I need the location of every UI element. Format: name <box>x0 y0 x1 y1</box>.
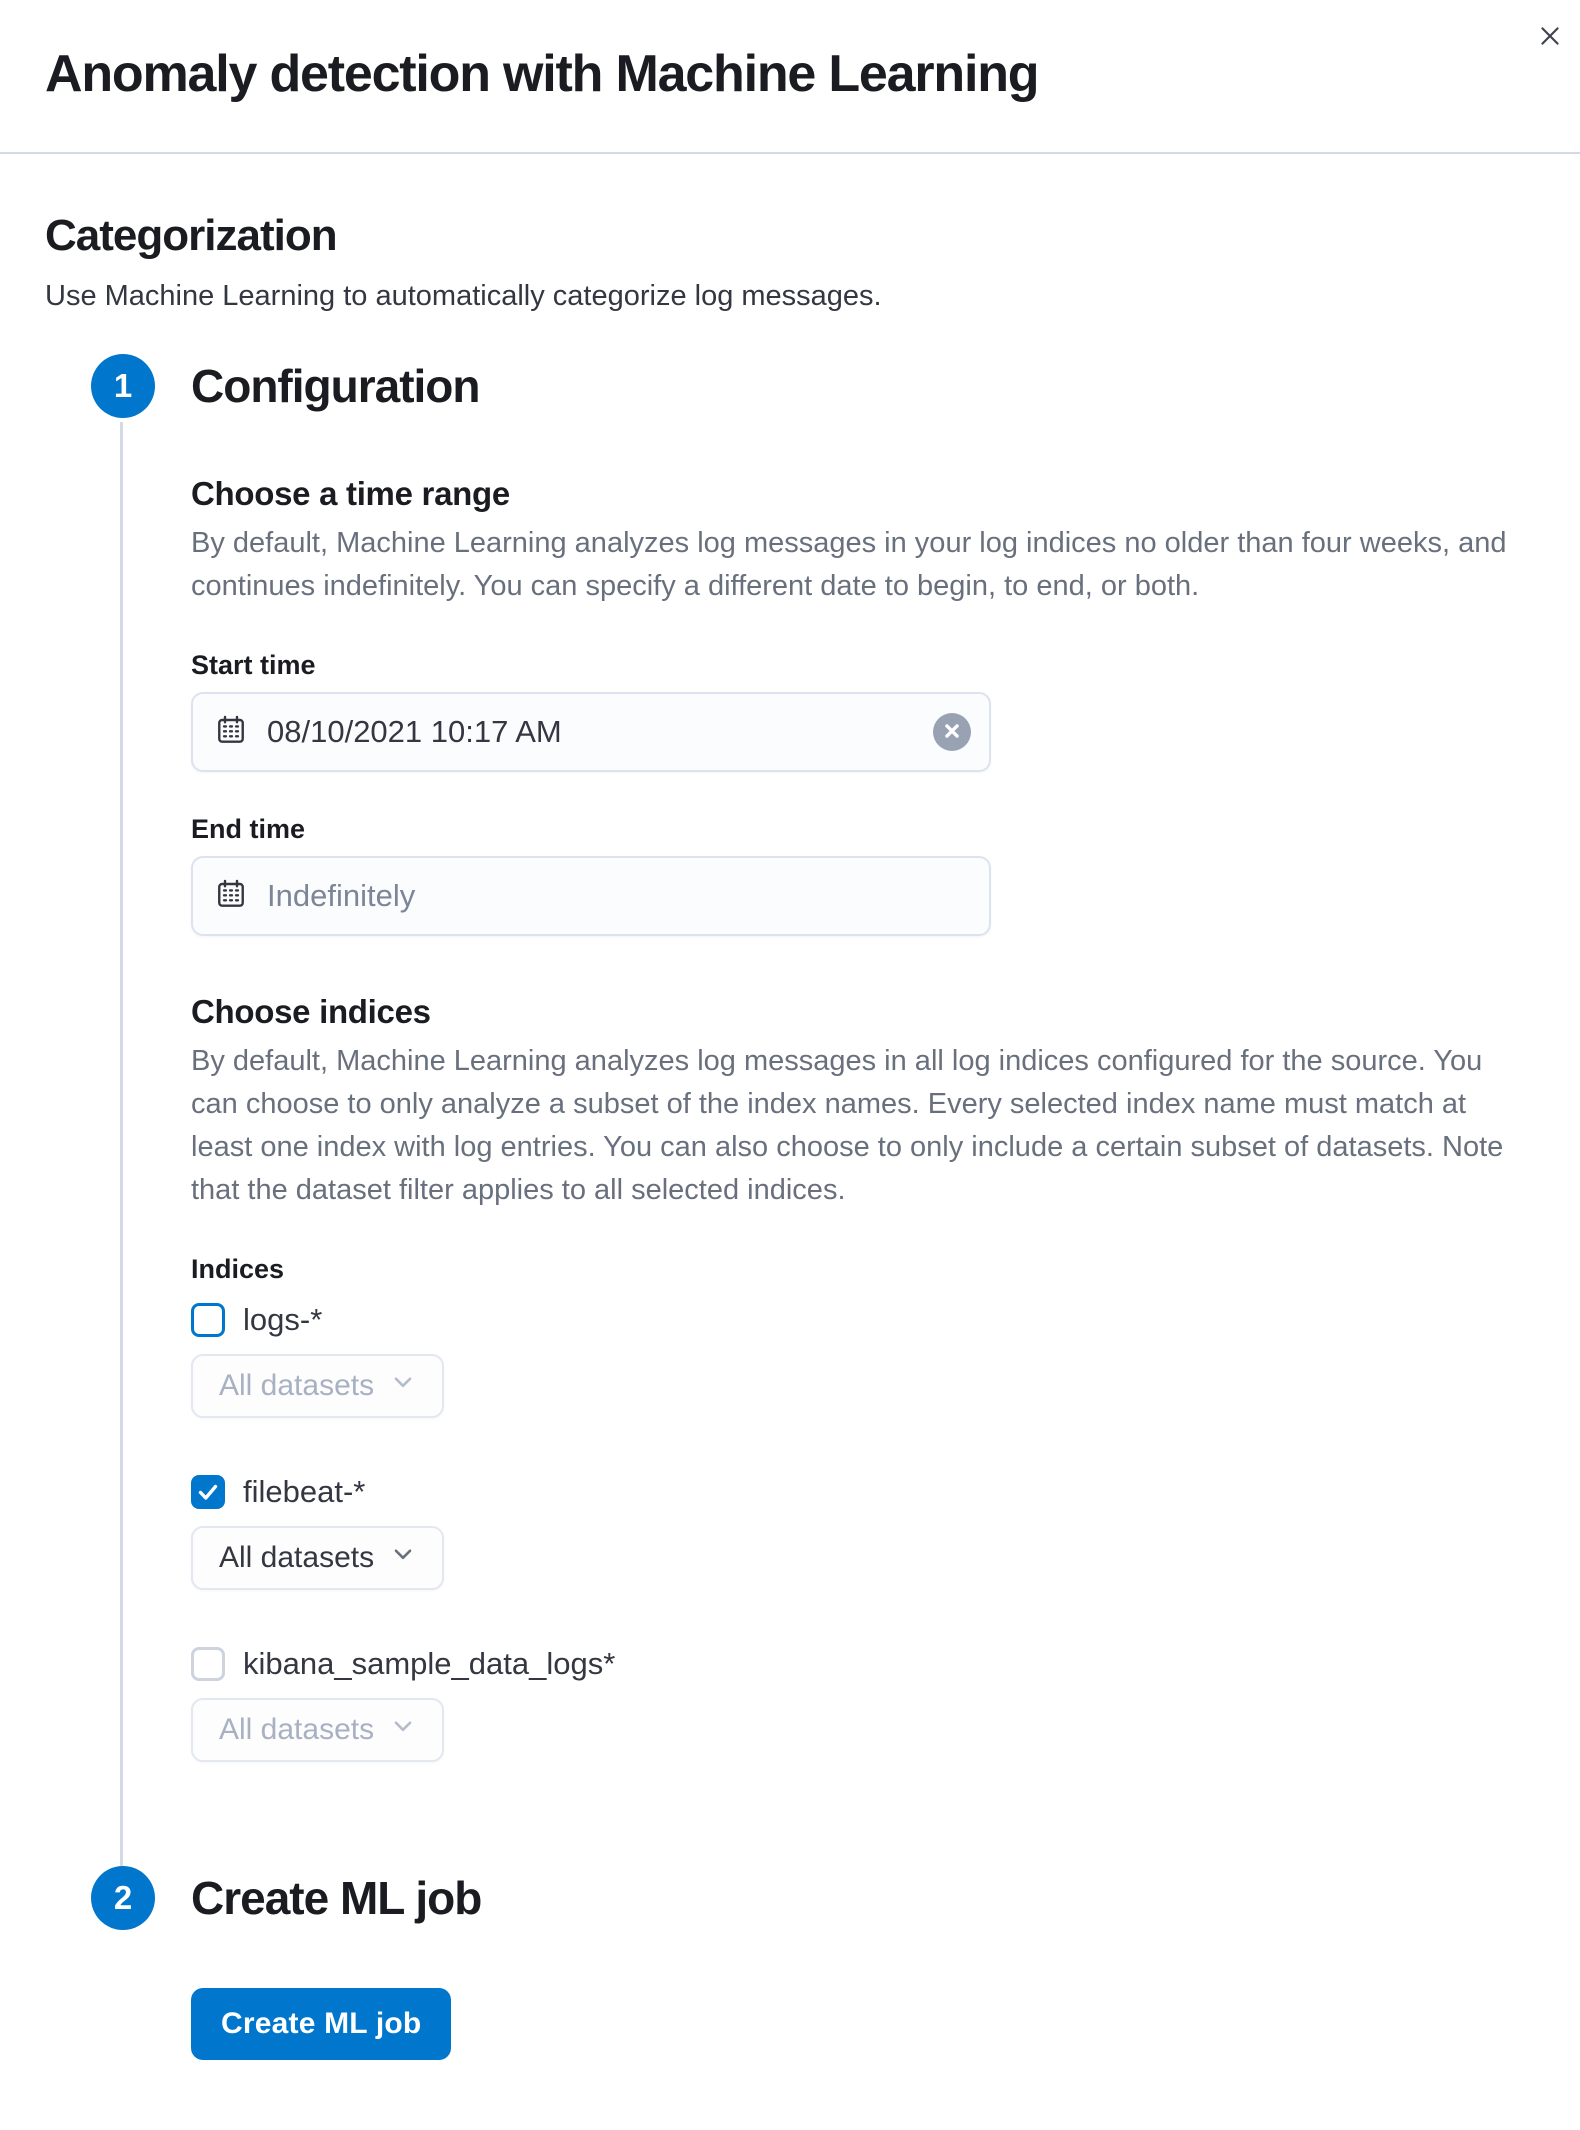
index-checkbox-row[interactable] <box>191 1642 1535 1686</box>
step-number-badge: 2 <box>91 1866 155 1930</box>
create-ml-job-button[interactable]: Create ML job <box>191 1988 451 2060</box>
index-checkbox-row[interactable] <box>191 1470 1535 1514</box>
start-time-input[interactable] <box>267 714 913 750</box>
create-ml-job-content <box>191 1930 1535 2130</box>
dataset-filter-label: All datasets <box>219 1713 375 1746</box>
end-time-input[interactable] <box>267 878 971 914</box>
index-checkbox[interactable] <box>191 1475 225 1509</box>
index-name[interactable]: kibana_sample_data_logs* <box>243 1646 616 1681</box>
page-title: Categorization <box>45 211 337 260</box>
chevron-down-icon <box>390 1369 416 1403</box>
cross-in-circle-icon <box>943 722 961 743</box>
index-row-filebeat <box>191 1470 1535 1590</box>
step-title-create-ml-job: Create ML job <box>191 1872 482 1924</box>
step-title-configuration: Configuration <box>191 360 480 412</box>
index-checkbox[interactable] <box>191 1303 225 1337</box>
flyout-header <box>0 0 1580 154</box>
close-flyout-button[interactable] <box>1528 14 1572 58</box>
dataset-filter-button <box>191 1354 444 1418</box>
flyout-body <box>0 154 1580 2130</box>
index-checkbox[interactable] <box>191 1647 225 1681</box>
configuration-content <box>191 474 1535 1762</box>
index-row-kibana-sample <box>191 1642 1535 1762</box>
dataset-filter-button[interactable] <box>191 1526 444 1590</box>
close-icon <box>1537 23 1563 49</box>
check-icon <box>196 1480 220 1504</box>
time-range-description: By default, Machine Learning analyzes log messages in your log indices no older than four weeks, and continues indefinitely. You can specify a different date to begin, to end, or both. <box>191 527 1507 602</box>
choose-indices-description: By default, Machine Learning analyzes log messages in all log indices configured for the source. You can choose to only analyze a subset of the index names. Every selected index name must match at least one index with log entries. You can also choose to only include a certain subset of datasets. Note that the dataset filter applies to all selected indices. <box>191 1045 1504 1206</box>
step-connector-line <box>120 422 123 1866</box>
indices-label: Indices <box>191 1254 285 1284</box>
start-time-label: Start time <box>191 650 316 680</box>
dataset-filter-button <box>191 1698 444 1762</box>
page-subtitle: Use Machine Learning to automatically categorize log messages. <box>45 280 882 312</box>
dataset-filter-label: All datasets <box>219 1369 375 1402</box>
step-configuration <box>45 354 1535 1762</box>
index-row-logs <box>191 1298 1535 1418</box>
steps <box>45 354 1535 2130</box>
step-create-ml-job <box>45 1866 1535 2130</box>
calendar-icon <box>215 714 247 751</box>
index-checkbox-row[interactable] <box>191 1298 1535 1342</box>
end-time-field[interactable] <box>191 856 991 936</box>
clear-start-time-button[interactable] <box>933 713 971 751</box>
end-time-label: End time <box>191 814 306 844</box>
start-time-field[interactable] <box>191 692 991 772</box>
chevron-down-icon <box>390 1541 416 1575</box>
step-number-badge: 1 <box>91 354 155 418</box>
flyout-title: Anomaly detection with Machine Learning <box>45 45 1039 103</box>
calendar-icon <box>215 878 247 915</box>
time-range-heading: Choose a time range <box>191 475 510 512</box>
dataset-filter-label: All datasets <box>219 1541 375 1574</box>
chevron-down-icon <box>390 1713 416 1747</box>
choose-indices-heading: Choose indices <box>191 993 431 1030</box>
index-name[interactable]: logs-* <box>243 1302 323 1337</box>
index-name[interactable]: filebeat-* <box>243 1474 366 1509</box>
